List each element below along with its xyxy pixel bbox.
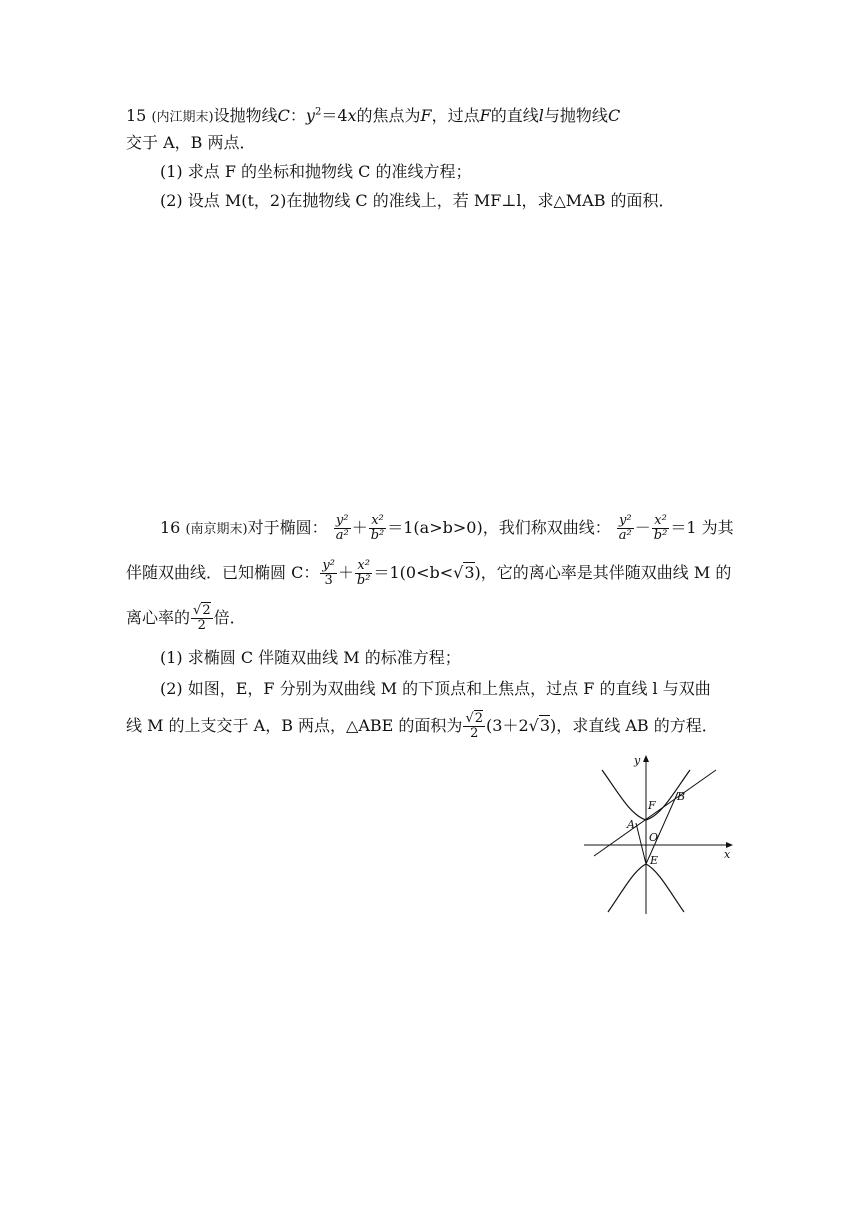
fraction: $\frac{\text{x²}}{\text{b²}}$	[653, 513, 668, 543]
q16-line-3: 离心率的 $\frac{√2}{2}$ 倍．	[126, 603, 246, 633]
q15-source: (内江期末)	[151, 110, 214, 125]
fraction: $\frac{√2}{2}$	[465, 711, 484, 741]
label-y: y	[634, 754, 641, 767]
segment-EA	[636, 823, 646, 864]
q16-part-2-cont: 线 M 的上支交于 A，B 两点，△ABE 的面积为 $\frac{√2}{2}$ (3＋2√3)，求直线 AB 的方程．	[126, 711, 718, 741]
q16-part-2: (2) 如图，E，F 分别为双曲线 M 的下顶点和上焦点，过点 F 的直线 l 与双曲	[160, 679, 711, 698]
fraction: $\frac{√2}{2}$	[193, 603, 211, 633]
label-x: x	[724, 848, 731, 861]
q16-source: (南京期末)	[185, 522, 248, 537]
fraction: $\frac{\text{y²}}{\text{a²}}$	[335, 513, 349, 543]
label-O: O	[649, 831, 659, 844]
fraction: $\frac{\text{x²}}{\text{b²}}$	[370, 513, 385, 543]
fraction: $\frac{\text{x²}}{\text{b²}}$	[356, 558, 371, 588]
fraction: $\frac{\text{y²}}{\text{a²}}$	[618, 513, 632, 543]
y-axis-arrow	[643, 755, 649, 762]
q16-number: 16	[160, 518, 181, 537]
q15-number: 15	[126, 106, 147, 125]
label-B: B	[677, 790, 686, 803]
q16-line-1: 16 (南京期末)对于椭圆： $\frac{\text{y²}}{\text{a²}}$ ＋ $\frac{\text{x²}}{\text{b²}}$ ＝1(a>b>0)，我们称双曲线： $\frac{\text{y²}}{\text{a²}}$ － $\frac{\text{x²}}{\text{b²}}$ ＝1 为其	[160, 513, 734, 543]
q16-part-1: (1) 求椭圆 C 伴随双曲线 M 的标准方程；	[160, 648, 461, 667]
q15-part-1: (1) 求点 F 的坐标和抛物线 C 的准线方程；	[160, 162, 472, 181]
q15-part-2: (2) 设点 M(t，2)在抛物线 C 的准线上，若 MF⊥l，求△MAB 的面积．	[160, 191, 675, 210]
fraction: $\frac{\text{y²}}{3}$	[322, 558, 335, 588]
q16-line-2: 伴随双曲线．已知椭圆 C： $\frac{\text{y²}}{3}$ ＋ $\frac{\text{x²}}{\text{b²}}$ ＝1(0<b<√3)，它的离心率是其伴随双曲线 M 的	[126, 558, 732, 588]
q15-line-1: 15 (内江期末)设抛物线C：$y^2=4x$的焦点为F，过点F的直线l与抛物线C	[126, 106, 621, 125]
label-A: A	[627, 818, 635, 831]
label-E: E	[650, 854, 659, 867]
hyperbola-figure	[578, 752, 738, 917]
label-F: F	[648, 799, 656, 812]
q15-line-2: 交于 A，B 两点．	[126, 133, 256, 152]
